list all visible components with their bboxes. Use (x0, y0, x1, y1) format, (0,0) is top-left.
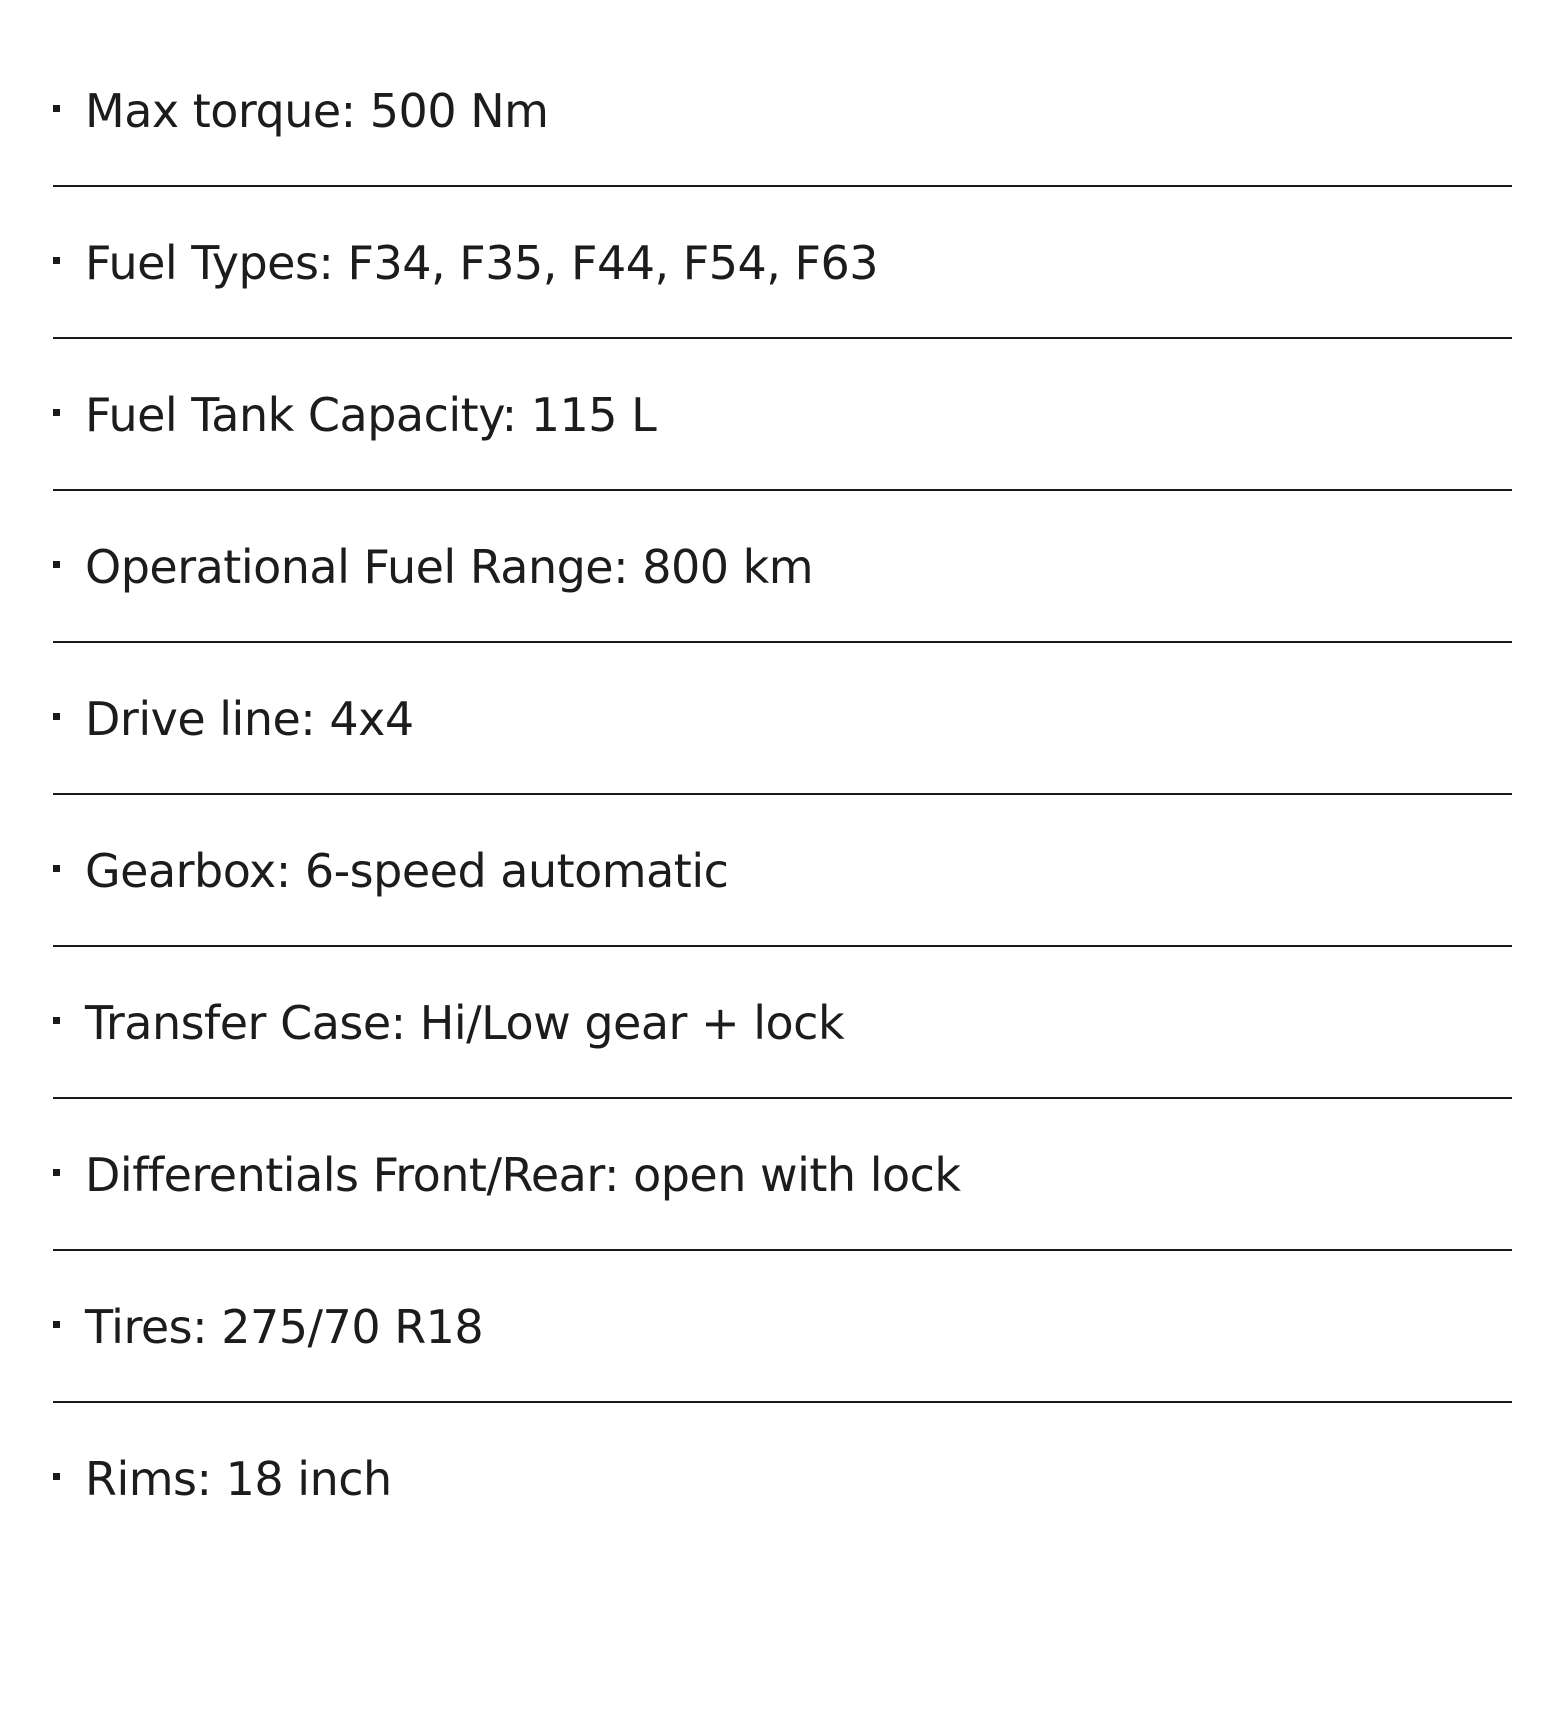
bullet-icon (53, 409, 60, 416)
spec-text: Fuel Tank Capacity: 115 L (85, 388, 657, 442)
spec-item-differentials (53, 1099, 1512, 1251)
bullet-icon (53, 257, 60, 264)
spec-text: Drive line: 4x4 (85, 692, 414, 746)
spec-text: Max torque: 500 Nm (85, 84, 549, 138)
bullet-icon (53, 713, 60, 720)
spec-text: Tires: 275/70 R18 (85, 1300, 484, 1354)
spec-text: Operational Fuel Range: 800 km (85, 540, 814, 594)
spec-item-fuel-types (53, 187, 1512, 339)
bullet-icon (53, 1017, 60, 1024)
spec-text: Differentials Front/Rear: open with lock (85, 1148, 961, 1202)
bullet-icon (53, 865, 60, 872)
bullet-icon (53, 561, 60, 568)
spec-text: Fuel Types: F34, F35, F44, F54, F63 (85, 236, 878, 290)
spec-text: Gearbox: 6-speed automatic (85, 844, 729, 898)
spec-list (53, 35, 1512, 1555)
spec-item-tires (53, 1251, 1512, 1403)
spec-item-max-torque (53, 35, 1512, 187)
spec-item-drive-line (53, 643, 1512, 795)
spec-item-fuel-range (53, 491, 1512, 643)
spec-item-rims (53, 1403, 1512, 1555)
bullet-icon (53, 1321, 60, 1328)
spec-item-fuel-tank-capacity (53, 339, 1512, 491)
spec-item-transfer-case (53, 947, 1512, 1099)
bullet-icon (53, 1473, 60, 1480)
bullet-icon (53, 105, 60, 112)
spec-item-gearbox (53, 795, 1512, 947)
bullet-icon (53, 1169, 60, 1176)
spec-text: Rims: 18 inch (85, 1452, 392, 1506)
spec-text: Transfer Case: Hi/Low gear + lock (85, 996, 845, 1050)
